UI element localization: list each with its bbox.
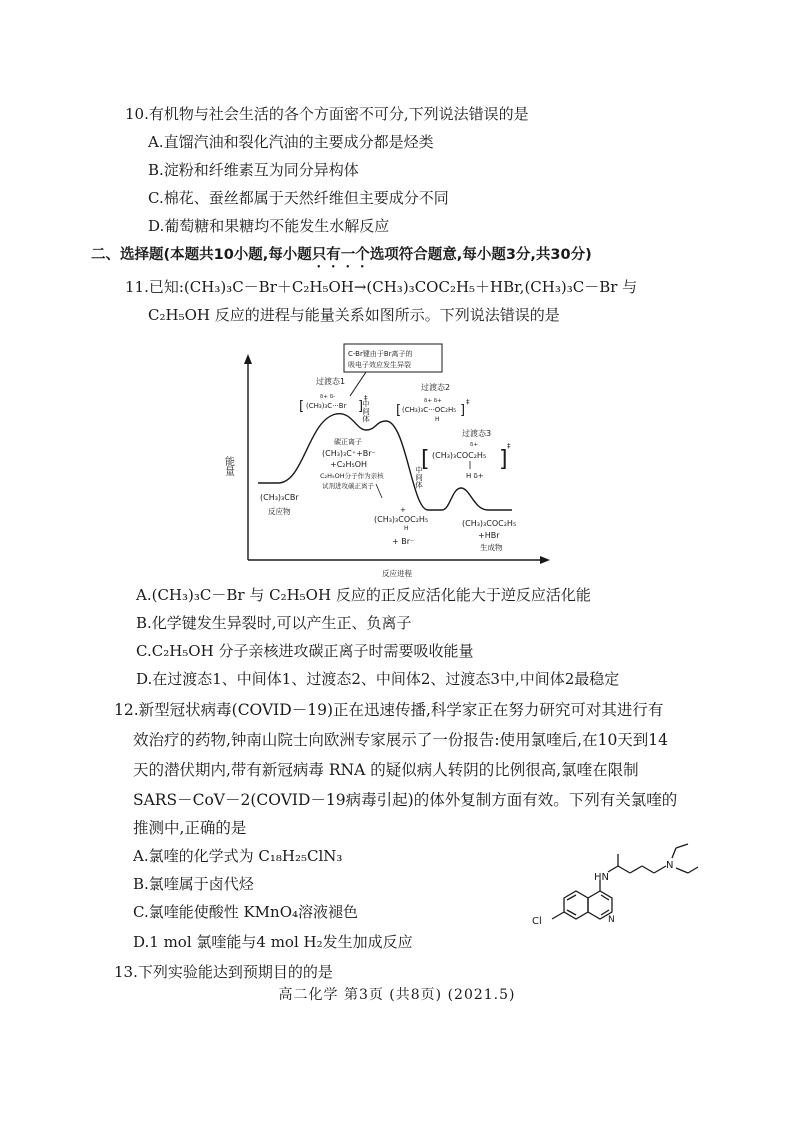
product-add: +HBr (478, 531, 500, 540)
q10-stem: 10.有机物与社会生活的各个方面密不可分,下列说法错误的是 (125, 105, 529, 123)
callout-line1: C-Br键由于Br离子的 (348, 350, 413, 358)
q12-stem-line4: SARS－CoV－2(COVID－19病毒引起)的体外复制方面有效。下列有关氯喹的 (133, 791, 678, 809)
ts2-bracket-right: ] (460, 403, 466, 418)
int1-species: (CH₃)₃C⁺+Br⁻ (322, 449, 376, 458)
q10-option-d: D.葡萄糖和果糖均不能发生水解反应 (148, 217, 390, 235)
ts3-label: 过渡态3 (462, 429, 492, 438)
ts3-bracket-right: ] (499, 447, 508, 472)
y-axis-arrow (244, 354, 252, 364)
int1-label: 中间体 (361, 400, 371, 423)
q12-option-c: C.氯喹能使酸性 KMnO₄溶液褪色 (133, 903, 359, 921)
q10-option-c: C.棉花、蚕丝都属于天然纤维但主要成分不同 (148, 189, 449, 207)
x-axis-label: 反应进程 (382, 569, 412, 578)
ts1-bracket-left: [ (299, 399, 305, 414)
q11-option-c: C.C₂H₅OH 分子亲核进攻碳正离子时需要吸收能量 (136, 642, 474, 660)
ts2-charges: δ+ δ+ (424, 398, 442, 404)
q13-stem: 13.下列实验能达到预期目的的是 (114, 963, 333, 981)
int2-br: + Br⁻ (392, 537, 415, 546)
reactant-formula: (CH₃)₃CBr (260, 493, 299, 502)
q11-option-b: B.化学键发生异裂时,可以产生正、负离子 (136, 614, 412, 632)
mol-n-label: N (666, 860, 674, 871)
q12-stem-line2: 效治疗的药物,钟南山院士向欧洲专家展示了一份报告:使用氯喹后,在10天到14 (133, 731, 669, 749)
int1-note2: 试剂进攻碳正离子 (322, 482, 374, 490)
q12-option-a: A.氯喹的化学式为 C₁₈H₂₅ClN₃ (133, 847, 343, 865)
q10-option-a: A.直馏汽油和裂化汽油的主要成分都是烃类 (148, 133, 434, 151)
int1-name: 碳正离子 (334, 438, 362, 446)
ts2-label: 过渡态2 (421, 383, 451, 392)
q11-option-d: D.在过渡态1、中间体1、过渡态2、中间体2、过渡态3中,中间体2最稳定 (136, 670, 620, 688)
product-formula: (CH₃)₃COC₂H₅ (462, 519, 517, 528)
int2-plus: + (400, 506, 406, 514)
section-heading-post: 选项符合题意,每小题3分,共30分) (369, 247, 592, 263)
int1-note-arrow (376, 484, 382, 498)
ts3-bracket-left: [ (421, 447, 430, 472)
ts1-charges: δ+ δ- (320, 394, 336, 400)
q12-option-d: D.1 mol 氯喹能与4 mol H₂发生加成反应 (133, 933, 413, 951)
section-heading-pre: 二、选择题(本题共10小题,每小题 (91, 247, 312, 263)
ts1-bracket-right: ] (358, 399, 364, 414)
int2-formula: (CH₃)₃COC₂H₅ (374, 515, 429, 524)
mol-cl-label: Cl (532, 916, 542, 927)
y-axis-label: 能量 (222, 456, 234, 476)
x-axis-arrow (540, 556, 550, 564)
ts2-formula: (CH₃)₃C···OC₂H₅ (402, 406, 457, 414)
int2-sub: H (404, 525, 409, 532)
ts3-charge: δ+ (470, 442, 478, 448)
ts3-dagger: ‡ (507, 442, 511, 450)
callout-pointer (350, 372, 366, 396)
ts2-bracket-left: [ (396, 403, 402, 418)
mol-hn-label: HN (594, 872, 609, 883)
ts1-label: 过渡态1 (316, 377, 346, 386)
ts3-sub: H δ+ (466, 472, 484, 480)
ts2-sub: H (435, 416, 440, 423)
q12-option-b: B.氯喹属于卤代烃 (133, 875, 254, 893)
section-heading-emphasis: 只有一个 (311, 247, 370, 263)
q10-option-b: B.淀粉和纤维素互为同分异构体 (148, 161, 359, 179)
ts3-formula: (CH₃)₃COC₂H₅ (432, 451, 487, 460)
q12-stem-line3: 天的潜伏期内,带有新冠病毒 RNA 的疑似病人转阴的比例很高,氯喹在限制 (133, 761, 639, 779)
section-heading (91, 245, 592, 271)
q12-stem-line5: 推测中,正确的是 (133, 819, 247, 837)
page-footer: 高二化学 第3页 (共8页) (2021.5) (278, 987, 516, 1003)
ts2-dagger: ‡ (466, 398, 470, 406)
int1-add: +C₂H₅OH (330, 460, 368, 469)
reactant-label: 反应物 (268, 507, 291, 516)
int2-label: 中间体 (414, 466, 424, 489)
ts1-formula: (CH₃)₃C···Br (306, 402, 347, 410)
chloroquine-structure (522, 840, 712, 940)
energy-profile-diagram (216, 338, 556, 580)
q11-option-a: A.(CH₃)₃C－Br 与 C₂H₅OH 反应的正反应活化能大于逆反应活化能 (136, 586, 591, 604)
q11-stem-line2: C₂H₅OH 反应的进程与能量关系如图所示。下列说法错误的是 (148, 306, 560, 324)
q11-stem-line1: 11.已知:(CH₃)₃C－Br＋C₂H₅OH→(CH₃)₃COC₂H₅＋HBr,(CH₃)₃C－Br 与 (125, 278, 638, 296)
ts1-dagger: ‡ (364, 394, 368, 402)
callout-line2: 吸电子效应发生异裂 (348, 361, 411, 369)
q12-stem-line1: 12.新型冠状病毒(COVID－19)正在迅速传播,科学家正在努力研究可对其进行有 (114, 701, 664, 719)
mol-ring-n-label: N (608, 915, 615, 925)
product-label: 生成物 (480, 543, 503, 552)
int1-note1: C₂H₅OH分子作为亲核 (320, 472, 384, 480)
